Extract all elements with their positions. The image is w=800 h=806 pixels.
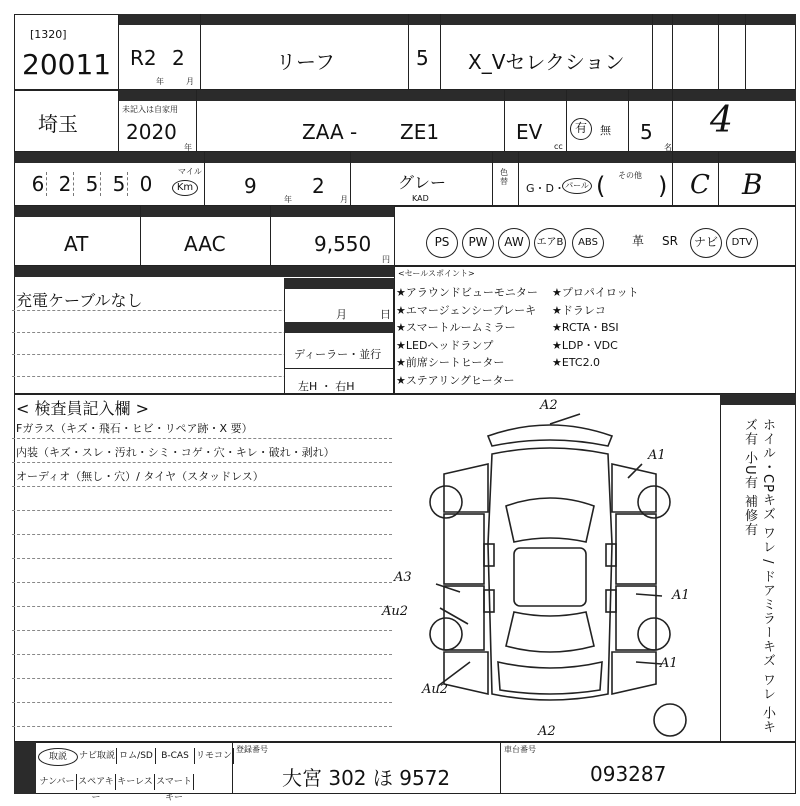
equipment-list xyxy=(396,226,796,262)
divider xyxy=(196,90,197,152)
inspector-rule xyxy=(12,726,392,727)
first-reg-label: 未記入は自家用 xyxy=(122,105,178,114)
inspector-line-2: 内装（キズ・スレ・汚れ・シミ・コゲ・穴・キレ・破れ・剥れ） xyxy=(16,446,335,459)
damage-mark: Au2 xyxy=(422,682,449,697)
footer-side-bar xyxy=(14,742,36,794)
divider xyxy=(672,152,673,206)
cc-unit: cc xyxy=(554,142,563,151)
inspector-line-3: オーディオ（無し・穴）/ タイヤ（スタッドレス） xyxy=(16,470,264,483)
footer-item: スペアキー xyxy=(77,774,116,790)
paint-paren-close: ) xyxy=(658,172,668,200)
paint-other-label: その他 xyxy=(618,171,642,180)
inspector-rule xyxy=(12,678,392,679)
divider xyxy=(745,14,746,90)
inspector-rule xyxy=(12,654,392,655)
wheel-rr xyxy=(638,618,670,650)
steering-label: 左H ・ 右H xyxy=(298,380,355,393)
equipment-item: PW xyxy=(462,228,494,258)
divider xyxy=(200,14,201,90)
footer-item: B-CAS xyxy=(156,748,195,764)
divider xyxy=(270,206,271,266)
paint-paren: ( xyxy=(596,172,606,200)
footer-item: リモコン xyxy=(195,748,234,764)
footer-items-bottom xyxy=(38,774,194,803)
mileage-digit: 5 xyxy=(111,172,128,196)
footer-item: ロム/SD xyxy=(117,748,156,764)
sales-point: ★前席シートヒーター xyxy=(396,356,505,369)
footer-item: ナビ取説 xyxy=(78,748,117,764)
damage-mark: A1 xyxy=(672,588,690,603)
recycle-fee: 9,550 xyxy=(314,232,372,256)
model-code: ZE1 xyxy=(400,120,440,144)
divider xyxy=(672,90,673,152)
inspector-rule xyxy=(12,558,392,559)
exterior-grade: B xyxy=(742,168,763,201)
divider xyxy=(504,90,505,152)
reg-label: 登録番号 xyxy=(236,745,268,754)
row2-header-bar xyxy=(118,90,796,101)
divider xyxy=(140,206,141,266)
damage-mark: A1 xyxy=(660,656,678,671)
windshield xyxy=(506,498,594,542)
equipment-item: AW xyxy=(498,228,530,258)
inspector-title: < 検査員記入欄 > xyxy=(16,399,149,418)
aircon-yes-circled: 有 xyxy=(570,118,592,140)
equipment-item: 革 xyxy=(631,234,644,248)
year-unit: 年 xyxy=(156,77,164,86)
footer-item: キーレス xyxy=(116,774,155,790)
chassis-label: 車台番号 xyxy=(504,745,536,754)
handwritten-score: 4 xyxy=(710,100,733,141)
inspector-rule xyxy=(12,486,392,487)
grade: X_Vセレクション xyxy=(468,50,625,74)
fender-rear-right xyxy=(612,652,656,694)
divider xyxy=(118,14,119,90)
sales-point: ★LDP・VDC xyxy=(552,338,618,352)
equipment-item: DTV xyxy=(726,228,758,258)
equipment-item: ABS xyxy=(572,228,604,258)
color-change-label: 色替 xyxy=(500,168,508,186)
aircon-no: 無 xyxy=(600,124,611,137)
damage-mark: Au2 xyxy=(382,604,409,619)
divider xyxy=(500,742,501,794)
footer-item: スマートキー xyxy=(155,774,194,790)
day-label: 日 xyxy=(380,308,391,321)
notes-header-bar xyxy=(14,266,394,277)
equipment-item: エアB xyxy=(534,228,566,258)
dealer-box xyxy=(284,278,394,394)
divider xyxy=(232,742,233,794)
year-num: 2 xyxy=(172,46,185,70)
spare-wheel xyxy=(654,704,686,736)
mileage-unit-mile: マイル xyxy=(178,167,202,176)
row1-header-bar xyxy=(118,14,796,25)
sales-point: ★RCTA・BSI xyxy=(552,321,619,334)
divider xyxy=(518,152,519,206)
divider xyxy=(718,152,719,206)
model-year: 2020 xyxy=(126,120,177,144)
sales-point: ★エマージェンシーブレーキ xyxy=(396,303,537,317)
divider xyxy=(718,14,719,90)
divider xyxy=(350,152,351,206)
mileage-digits xyxy=(30,172,154,196)
sales-point: ★LEDヘッドランプ xyxy=(396,338,494,352)
inspector-line-1: Fガラス（キズ・飛石・ヒビ・リペア跡・X 要） xyxy=(16,422,253,435)
sales-points-title: <セールスポイント> xyxy=(398,269,475,278)
fender-front-left xyxy=(444,464,488,512)
sales-point: ★アラウンドビューモニター xyxy=(396,286,538,299)
month-unit: 月 xyxy=(186,77,194,86)
roof xyxy=(514,548,586,606)
right-note: ホイル・CPキズ ワレ / ドアミラーキズ ワレ 小キズ有 小U有 補修有 xyxy=(742,418,775,734)
footer-items-top xyxy=(38,748,234,766)
inspection-month: 2 xyxy=(312,174,325,198)
license-plate: 大宮 302 ほ 9572 xyxy=(282,766,451,790)
lot-number: 20011 xyxy=(22,48,112,81)
divider xyxy=(394,266,395,394)
prefecture: 埼玉 xyxy=(38,112,78,136)
month-label: 月 xyxy=(336,308,347,321)
damage-mark: A2 xyxy=(538,724,556,739)
inspection-year-unit: 年 xyxy=(284,195,292,204)
inspector-rule xyxy=(12,438,392,439)
inspector-rule xyxy=(12,534,392,535)
footer-item: ナンバー xyxy=(38,774,77,790)
sales-point: ★プロパイロット xyxy=(552,286,639,299)
sales-point: ★スマートルームミラー xyxy=(396,321,516,334)
divider xyxy=(720,394,721,742)
divider xyxy=(566,90,567,152)
color-code: KAD xyxy=(412,194,429,203)
equipment-item: ナビ xyxy=(690,228,722,258)
damage-mark: A2 xyxy=(540,398,558,413)
color-name: グレー xyxy=(398,173,447,192)
sales-points-left xyxy=(396,284,538,389)
divider xyxy=(118,90,119,152)
divider xyxy=(408,14,409,90)
equipment-item: SR xyxy=(662,234,678,248)
sales-point: ★ETC2.0 xyxy=(552,356,601,369)
dealer-label: ディーラー・並行 xyxy=(294,348,382,361)
mileage-digit: 5 xyxy=(84,172,101,196)
paint-options: G・D・ xyxy=(526,182,565,195)
fuel-type: EV xyxy=(516,120,543,144)
inspector-rule xyxy=(12,462,392,463)
damage-mark: A1 xyxy=(648,448,666,463)
body-outline xyxy=(488,448,612,700)
lot-code: [1320] xyxy=(30,28,67,41)
model-prefix: ZAA - xyxy=(302,120,358,144)
divider xyxy=(628,90,629,152)
divider xyxy=(394,206,395,266)
notes-text: 充電ケーブルなし xyxy=(16,291,143,310)
doors: 5 xyxy=(416,46,429,70)
seats: 5 xyxy=(640,120,653,144)
front-bumper xyxy=(488,425,612,446)
aircon-type: AAC xyxy=(184,232,226,256)
transmission: AT xyxy=(64,232,89,256)
inspector-rule xyxy=(12,630,392,631)
door-front-right xyxy=(616,514,656,584)
paint-selected-circled: パール xyxy=(562,178,592,194)
sales-point: ★ステアリングヒーター xyxy=(396,373,515,387)
divider xyxy=(440,14,441,90)
footer-item: 取説 xyxy=(38,748,78,766)
seats-unit: 名 xyxy=(664,143,672,152)
model-year-unit: 年 xyxy=(184,143,192,152)
divider xyxy=(652,14,653,90)
trunk xyxy=(498,662,602,694)
yen-unit: 円 xyxy=(382,255,390,264)
mileage-digit: 2 xyxy=(57,172,74,196)
inspector-rule xyxy=(12,606,392,607)
sales-points-right xyxy=(552,284,639,372)
inspection-month-unit: 月 xyxy=(340,195,348,204)
divider xyxy=(492,152,493,206)
equipment-item: PS xyxy=(426,228,458,258)
dealer-header-bar-2 xyxy=(284,322,394,333)
sales-point: ★ドラレコ xyxy=(552,303,606,317)
mileage-digit: 6 xyxy=(30,172,47,196)
dealer-header-bar xyxy=(284,278,394,289)
row4-header-bar xyxy=(14,206,394,217)
inspector-rule xyxy=(12,510,392,511)
car-name: リーフ xyxy=(276,50,335,74)
mileage-digit: 0 xyxy=(139,172,153,196)
wheel-rl xyxy=(430,618,462,650)
right-col-header-bar xyxy=(720,394,796,405)
divider xyxy=(284,368,394,369)
chassis-number: 093287 xyxy=(590,762,667,786)
inspector-rule xyxy=(12,582,392,583)
divider xyxy=(672,14,673,90)
row3-header-bar xyxy=(14,152,796,163)
year-era: R2 xyxy=(130,46,157,70)
divider xyxy=(204,152,205,206)
inspector-rule xyxy=(12,702,392,703)
inspection-year: 9 xyxy=(244,174,257,198)
interior-grade: C xyxy=(690,170,710,200)
mileage-unit-km-circled: Km xyxy=(172,180,198,196)
door-front-left xyxy=(444,514,484,584)
fender-rear-left xyxy=(444,652,488,694)
rear-window xyxy=(506,612,594,652)
damage-mark: A3 xyxy=(394,570,412,585)
